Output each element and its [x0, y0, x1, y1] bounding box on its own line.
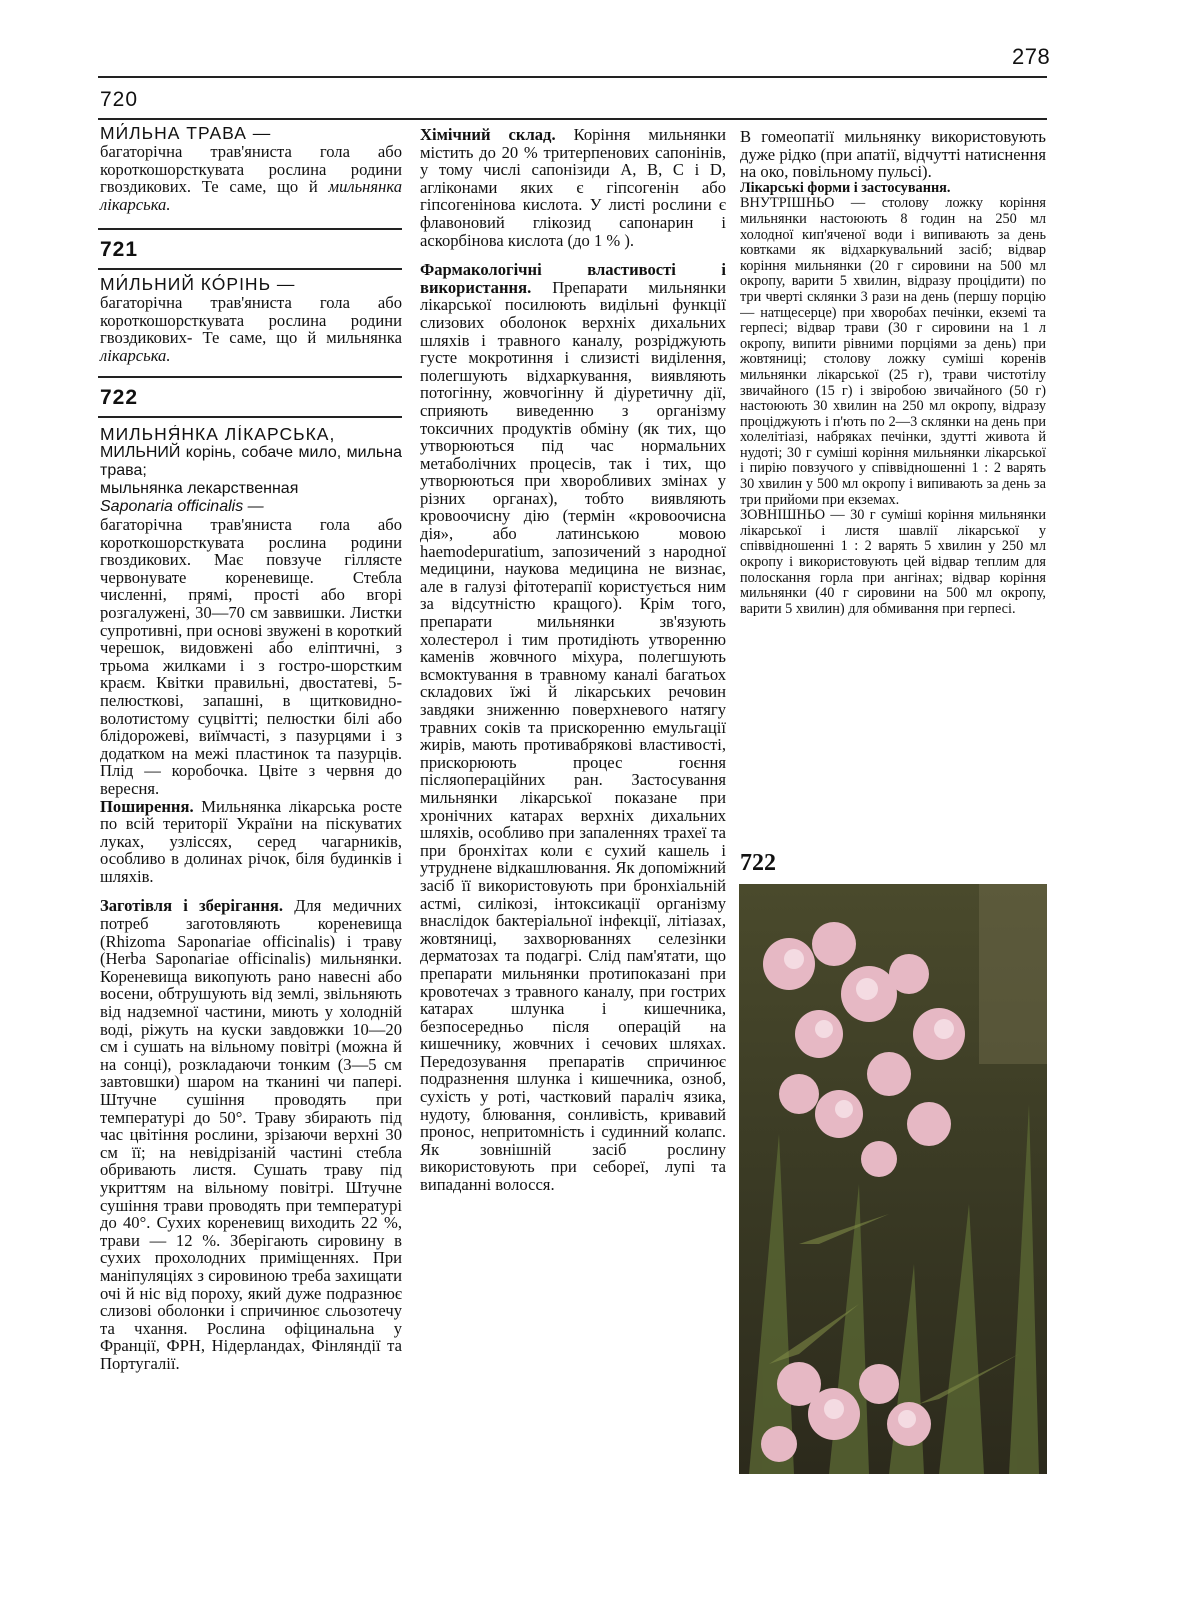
entry-number-720: 720	[100, 88, 139, 111]
internal-use: ВНУТРІШНЬО — столову ложку коріння мильнянки настоюють 8 годин на 250 мл холодної кип'яченої води і випивають за день ковтками як відхаркувальний засіб; відвар коріння мильнянки (20 г сировини на 500 мл окропу, варити 5 хвилин, відразу процідити) по три чверті склянки 3 рази на день (першу порцію — натщесерце) при хворобах печінки, екземі та герпесі; відвар трави (30 г сировини на 1 л окропу, випити рівними порціями за день) при жовтяниці; столову ложку суміші коренів мильнянки лікарської (25 г), трави чистотілу звичайного (15 г) і звіробою звичайного (50 г) настоюють 30 хвилин на 250 мл окропу, відразу проціджують і п'ють по 2—3 склянки на день при холелітіазі, набряках печінки, здутті живота й нудоті; 30 г суміші коріння мильнянки лікарської і пирію повзучого у співвідношенні 1 : 2 варять 30 хвилин у 500 мл окропу і випивають за день за три прийоми при екземах.	[740, 195, 1046, 508]
pharmacology-paragraph: Фармакологічні властивості і використання. Препарати мильнянки лікарської посилюють видільні функції слизових оболонок верхніх дихальних шляхів і травного каналу, розріджують густе мокротиння і слизисті виділення, полегшують відхаркування, виявляють потогінну, жовчогінну й діуретичну дії, сприяють виведенню з організму токсичних продуктів обміну (як тих, що утворюються під час нормальних метаболічних процесів, так і тих, що утворюються при хворобливих змінах у різних органах), тобто виявляють кровоочисну дію (термін «кровоочисна дія», або латинською мовою haemodepuratium, запозичений з народної медицини, наукова медицина не визнає, але в галузі фітотерапії користується ним за відсутністю кращого). Крім того, препарати мильнянки зв'язують холестерол і тим протидіють утворенню каменів жовчного міхура, полегшують всмоктування в травному каналі багатьох складових їжі й лікарських речовин завдяки зниженню поверхневого натягу травних соків та прискоренню емульгації жирів, мають противабрякові властивості, прискорюють процес гоєння післяопераційних ран. Застосування мильнянки лікарської показане при хронічних катарах верхніх дихальних шляхів, особливо при запаленнях трахеї та при бронхітах коли є сухий кашель і утруднене відкашлювання. Як допоміжний засіб її використовують при бронхіальній астмі, силікозі, інтоксикації організму внаслідок бактеріальної інфекції, літіазах, жовтяниці, захворюваннях селезінки дерматозах та подагрі. Слід пам'ятати, що препарати мильнянки протипоказані при кровотечах з травного каналу, при гострих катарах шлунка і кишечника, безпосередньо після операцій на кишечнику, жовчних і сечових шляхах. Передозування препаратів спричинює подразнення шлунка і кишечника, озноб, сухість у роті, частковий параліч язика, нудоту, блювання, сонливість, кривавий пронос, непритомність і судинний колапс. Як зовнішній засіб рослину використовують при себореї, лупі та випаданні волосся.	[420, 260, 726, 1195]
forms-title: Лікарські форми і застосування.	[740, 179, 951, 196]
column-1-b	[100, 275, 402, 364]
rule	[98, 76, 1047, 78]
rule	[98, 118, 1047, 120]
definition-721: багаторічна трав'яниста гола або короткошорсткувата рослина родини гвоздикових- Те саме, що й мильнянка лікарська.	[100, 293, 402, 365]
entry-number-721: 721	[100, 238, 139, 261]
definition-720: багаторічна трав'яниста гола або короткошорсткувата рослина родини гвоздикових. Те саме, що й мильнянка лікарська.	[100, 142, 402, 214]
page-number: 278	[1012, 44, 1051, 69]
chemical-paragraph: Хімічний склад. Коріння мильнянки містить до 20 % тритерпенових сапонінів, у тому числі сапонізиди А, В, С і D, агліконами яких є гіпсогенін або гіпсогенінова кислота. У листі рослини є флавоновий глікозид сапонарин і аскорбінова кислота (до 1 % ).	[420, 126, 726, 250]
harvest-paragraph: Заготівля і зберігання. Для медичних потреб заготовляють кореневища (Rhizoma Saponariae officinalis) і траву (Herba Saponariae officinalis) мильнянки. Кореневища викопують рано навесні або восени, обтрушують від землі, звільняють від надземної частини, миють у холодній воді, ріжуть на куски завдовжки 10—20 см і сушать на вільному повітрі (можна й на сонці), розкладаючи тонким (3—5 см завтовшки) шаром на тканині чи папері. Штучне сушіння проводять при температурі до 50°. Траву збирають під час цвітіння рослини, зрізаючи верхні 30 см її; на невідрізаній частині стебла обривають листя. Сушать траву під укриттям на вільному повітрі. Штучне сушіння трави проводять при температурі до 40°. Сухих кореневищ виходить 22 %, трави — 12 %. Зберігають сировину в сухих прохолодних приміщеннях. При маніпуляціях з сировиною треба захищати очі й ніс від пороху, який дуже подразнює слизові оболонки і спричинює сльозотечу та чхання. Рослина офіцинальна у Франції, ФРН, Нідерландах, Фінляндії та Португалії.	[100, 897, 402, 1373]
column-3	[740, 128, 1046, 828]
column-1	[100, 124, 402, 213]
description: багаторічна трав'яниста гола або короткошорсткувата рослина родини гвоздикових. Має повзуче гіллясте червонувате кореневище. Стебла численні, прямі, прості або вгорі розгалужені, 30—70 см заввишки. Листки супротивні, при основі звужені в короткий черешок, видовжені або еліптичні, з трьома жилками і з гостро-шорстким краєм. Квітки правильні, двостатеві, 5-пелюсткові, запашні, в щитковидно-волотистому суцвітті; пелюстки білі або блідорожеві, виїмчасті, з пазурцями і з додатком на межі пластинок та пазурців. Плід — коробочка. Цвіте з червня до вересня.	[100, 515, 402, 798]
external-use: ЗОВНІШНЬО — 30 г суміші коріння мильнянки лікарської і листя шавлії лікарської у співвідношенні 1 : 2 варять 5 хвилин у 250 мл окропу і використовують цей відвар теплим для полоскання горла при ангінах; відвар коріння мильнянки (40 г сировини на 500 мл окропу, варити 5 хвилин) для обмивання при герпесі.	[740, 507, 1046, 617]
headword-720: МИ́ЛЬНА ТРАВА —	[100, 123, 272, 143]
latin-name: Saponaria officinalis —	[100, 498, 264, 515]
rule	[98, 228, 402, 230]
column-2	[420, 126, 726, 1471]
synonyms: МИЛЬНИЙ корінь, собаче мило, мильна трава;	[100, 444, 402, 479]
distribution-paragraph: Поширення. Мильнянка лікарська росте по всій території України на піскуватих луках, узліссях, серед чагарників, особливо в долинах річок, біля будинків і шляхів.	[100, 796, 402, 886]
rule	[98, 268, 402, 270]
figure-label: 722	[740, 850, 776, 876]
homeopathy-paragraph: В гомеопатії мильнянку використовують дуже рідко (при апатії, відчутті натиснення на око, повільному пульсі).	[740, 128, 1046, 182]
entry-number-722: 722	[100, 386, 139, 409]
headword-722: МИЛЬНЯ́НКА ЛІ́КАРСЬКА,	[100, 425, 336, 444]
russian-name: мыльнянка лекарственная	[100, 480, 299, 497]
column-1-c	[100, 425, 402, 1555]
rule	[98, 416, 402, 418]
rule	[98, 376, 402, 378]
soapwort-photo	[739, 884, 1047, 1474]
headword-721: МИ́ЛЬНИЙ КО́РІНЬ —	[100, 274, 296, 294]
